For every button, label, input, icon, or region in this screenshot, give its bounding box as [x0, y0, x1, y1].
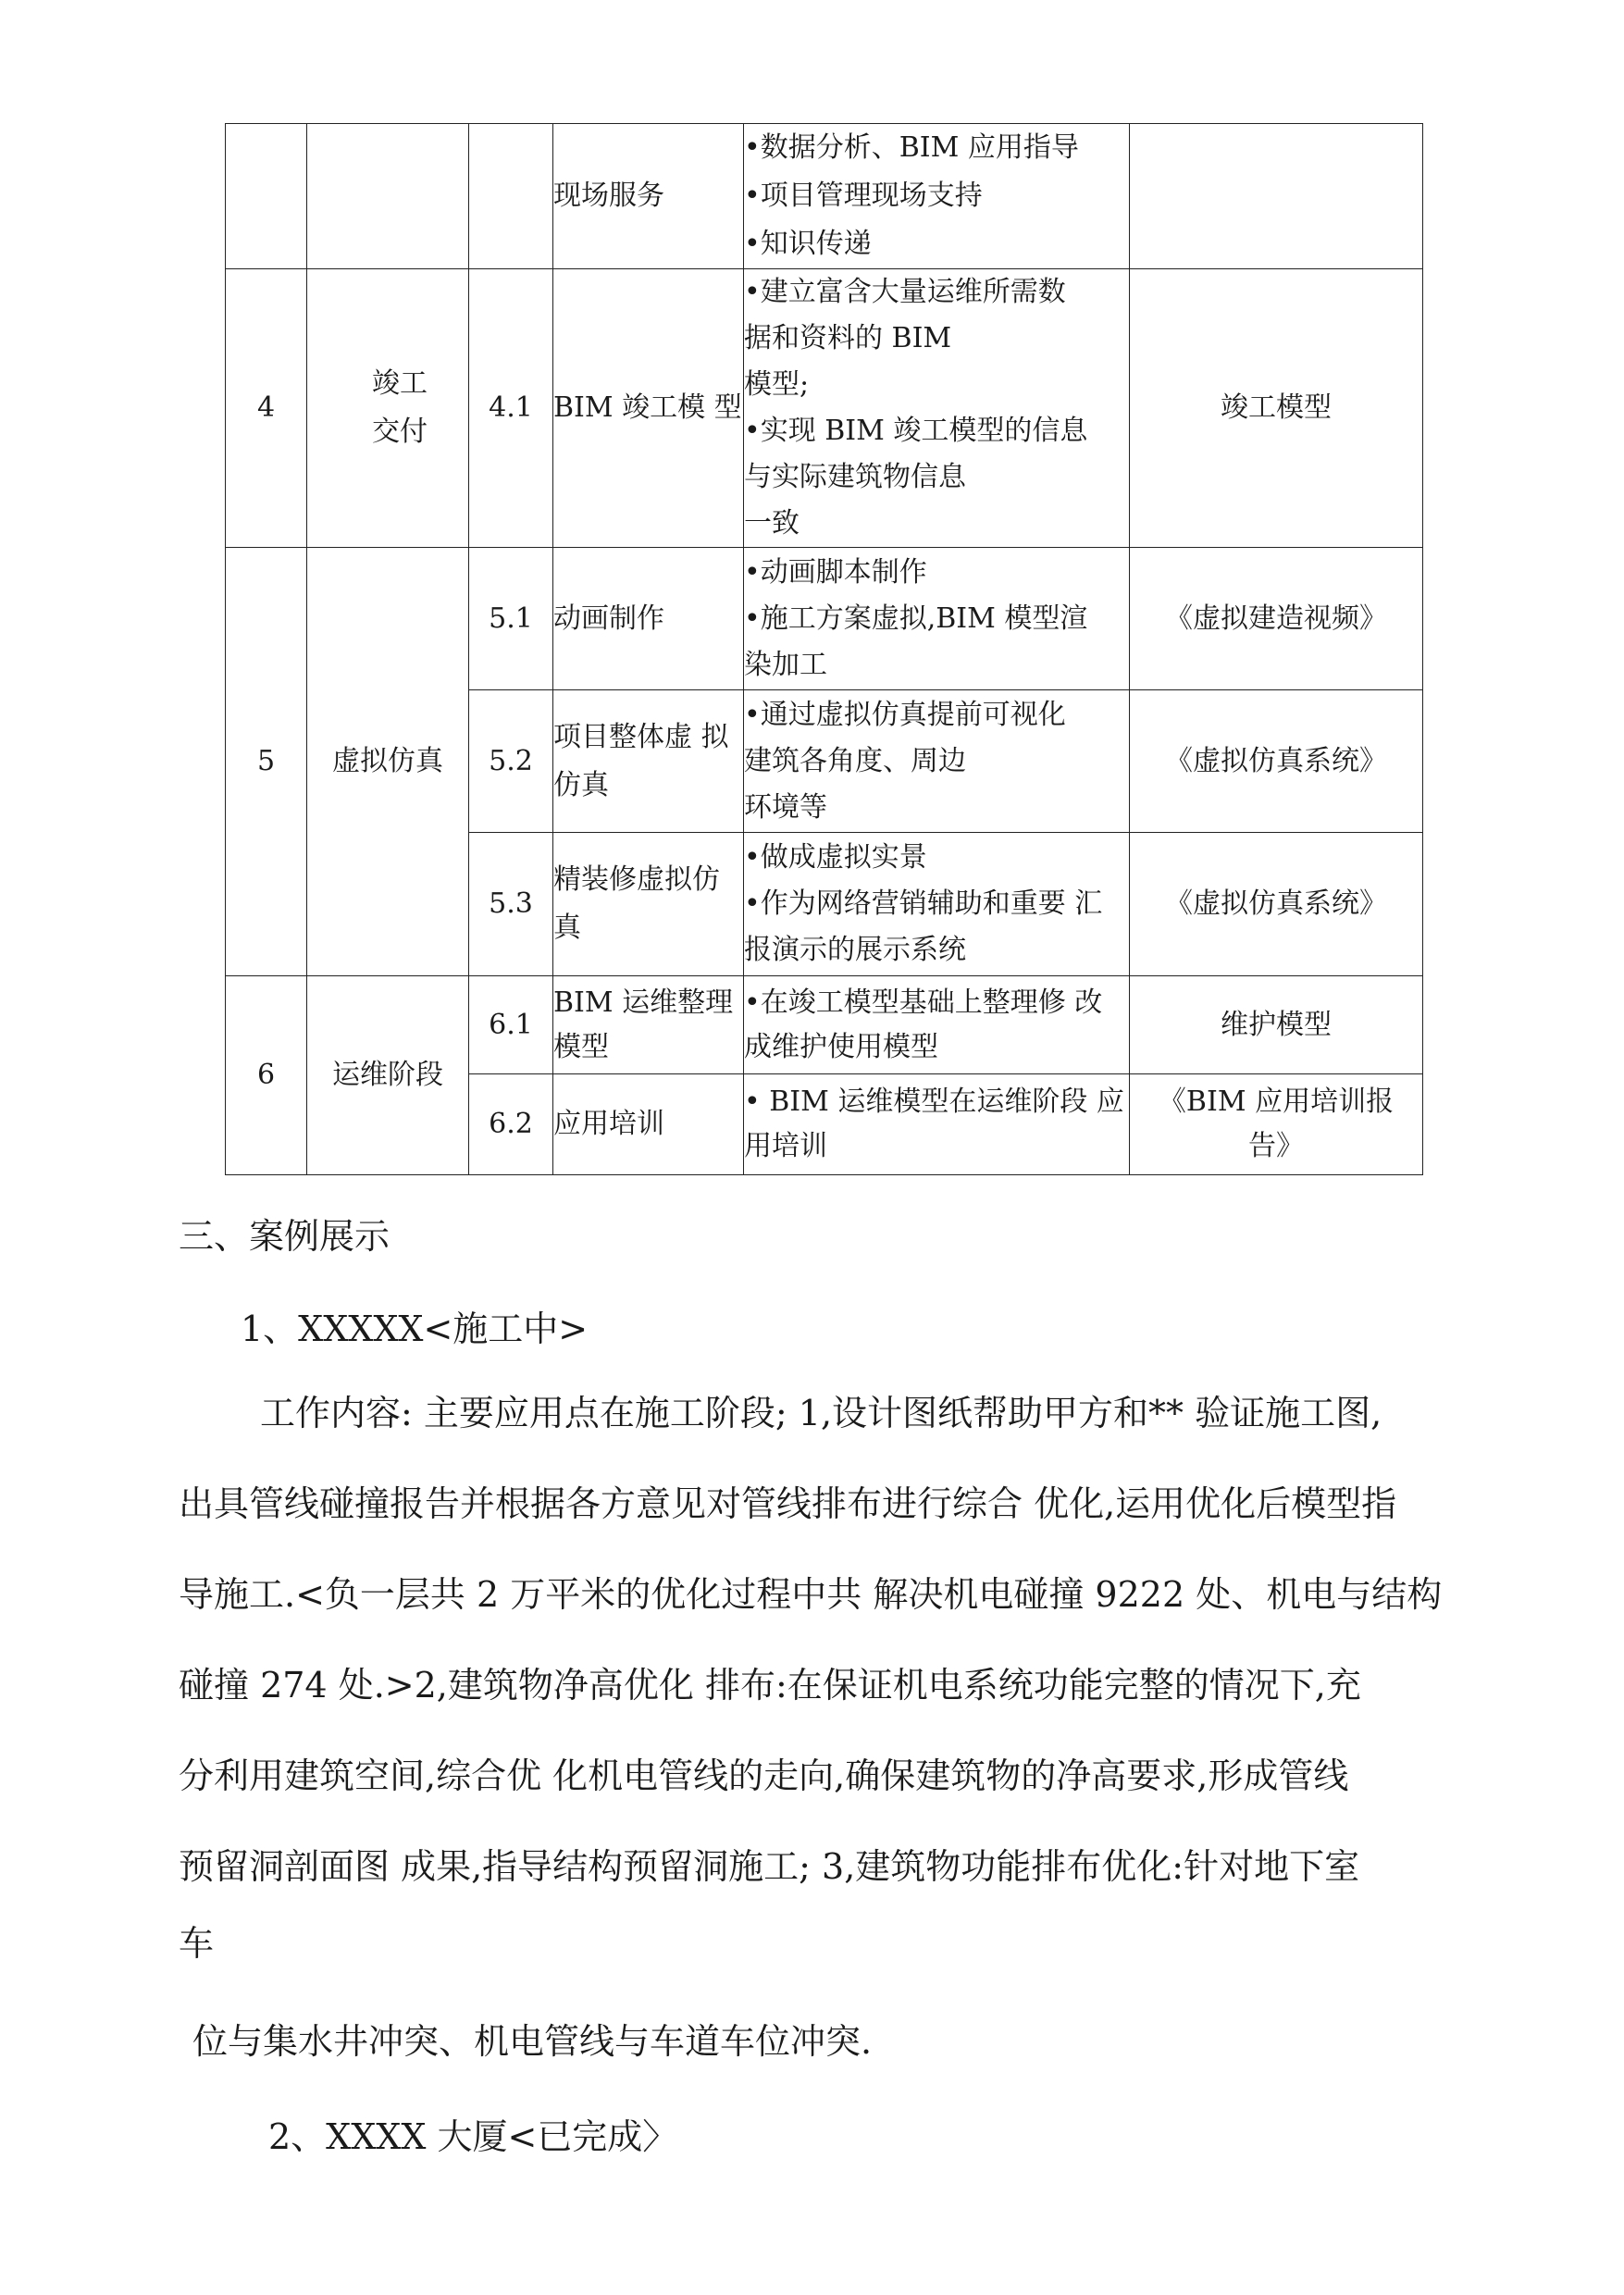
cell-item: BIM 运维整理模型	[553, 976, 744, 1074]
cell-item: BIM 竣工模 型	[553, 269, 744, 548]
cell-item: 现场服务	[553, 124, 744, 269]
table-row	[226, 976, 1423, 1074]
cell-sub-num: 5.2	[469, 690, 553, 833]
bim-service-table	[225, 123, 1423, 1175]
cell-deliverable: 《虚拟仿真系统》	[1130, 690, 1423, 833]
cell-sub-num: 5.3	[469, 833, 553, 976]
cell-sub-num: 6.1	[469, 976, 553, 1074]
paragraph-line: 工作内容: 主要应用点在施工阶段; 1,设计图纸帮助甲方和** 验证施工图,	[260, 1393, 1382, 1433]
content-line: 与实际建筑物信息	[744, 461, 966, 493]
cell-stage	[307, 269, 469, 548]
case1-last-line: 位与集水井冲突、机电管线与车道车位冲突.	[192, 2021, 873, 2062]
content-line: •项目管理现场支持	[744, 180, 983, 212]
cell-deliverable: 竣工模型	[1130, 269, 1423, 548]
cell-content	[744, 1074, 1130, 1175]
cell-content	[744, 124, 1130, 269]
content-line: •施工方案虚拟,BIM 模型渲	[744, 602, 1088, 635]
content-line: •做成虚拟实景	[744, 841, 927, 874]
cell-item: 项目整体虚 拟仿真	[553, 690, 744, 833]
cell-sub-num: 5.1	[469, 548, 553, 690]
content-line: •动画脚本制作	[744, 555, 927, 589]
content-line: 建筑各角度、周边	[744, 744, 966, 777]
cell-deliverable: 《虚拟仿真系统》	[1130, 833, 1423, 976]
cell-content	[744, 548, 1130, 690]
case1-title: 1、XXXXX<施工中>	[241, 1309, 589, 1349]
cell-num: 5	[226, 548, 307, 976]
cell-deliverable: 维护模型	[1130, 976, 1423, 1074]
content-line: •数据分析、BIM 应用指导	[744, 131, 1079, 164]
cell-deliverable: 《虚拟建造视频》	[1130, 548, 1423, 690]
stage-label: 竣工交付	[372, 367, 428, 448]
content-line: •通过虚拟仿真提前可视化	[744, 698, 1066, 731]
cell-content	[744, 690, 1130, 833]
content-line: 一致	[744, 507, 800, 540]
cell-stage: 虚拟仿真	[307, 548, 469, 976]
cell-num	[226, 124, 307, 269]
table-row	[226, 124, 1423, 269]
paragraph-line: 车	[179, 1923, 215, 1964]
cell-deliverable	[1130, 124, 1423, 269]
paragraph-line: 导施工.<负一层共 2 万平米的优化过程中共 解决机电碰撞 9222 处、机电与结构	[179, 1574, 1443, 1615]
content-line: •在竣工模型基础上整理修 改	[744, 986, 1103, 1019]
content-line: •实现 BIM 竣工模型的信息	[744, 415, 1088, 447]
case2-title: 2、XXXX 大厦<已完成〉	[268, 2116, 678, 2157]
cell-item: 应用培训	[553, 1074, 744, 1175]
content-line: 环境等	[744, 790, 827, 824]
content-line: 报演示的展示系统	[744, 934, 966, 966]
cell-sub-num	[469, 124, 553, 269]
cell-content	[744, 833, 1130, 976]
table-row	[226, 269, 1423, 548]
section-title: 三、案例展示	[179, 1216, 391, 1257]
content-line: • BIM 运维模型在运维阶段 应	[744, 1085, 1124, 1118]
content-line: •知识传递	[744, 228, 872, 260]
paragraph-line: 出具管线碰撞报告并根据各方意见对管线排布进行综合 优化,运用优化后模型指	[179, 1483, 1397, 1524]
content-line: 染加工	[744, 648, 827, 681]
cell-item: 精装修虚拟仿真	[553, 833, 744, 976]
paragraph-line: 碰撞 274 处.>2,建筑物净高优化 排布:在保证机电系统功能完整的情况下,充	[179, 1665, 1361, 1706]
cell-deliverable: 《BIM 应用培训报 告》	[1130, 1074, 1423, 1175]
paragraph-line: 分利用建筑空间,综合优 化机电管线的走向,确保建筑物的净高要求,形成管线	[179, 1755, 1349, 1796]
content-line: 成维护使用模型	[744, 1030, 938, 1063]
case1-paragraph	[179, 1368, 1474, 1975]
cell-num: 6	[226, 976, 307, 1175]
cell-item: 动画制作	[553, 548, 744, 690]
content-line: 模型;	[744, 368, 810, 401]
cell-content	[744, 976, 1130, 1074]
cell-sub-num: 4.1	[469, 269, 553, 548]
cell-content	[744, 269, 1130, 548]
cell-sub-num: 6.2	[469, 1074, 553, 1175]
content-line: 据和资料的 BIM	[744, 322, 952, 354]
cell-num: 4	[226, 269, 307, 548]
table-row	[226, 548, 1423, 690]
content-line: •建立富含大量运维所需数	[744, 276, 1066, 308]
cell-stage	[307, 124, 469, 269]
content-line: •作为网络营销辅助和重要 汇	[744, 887, 1103, 920]
paragraph-line: 预留洞剖面图 成果,指导结构预留洞施工; 3,建筑物功能排布优化:针对地下室	[179, 1846, 1360, 1887]
cell-stage: 运维阶段	[307, 976, 469, 1175]
content-line: 用培训	[744, 1130, 827, 1162]
